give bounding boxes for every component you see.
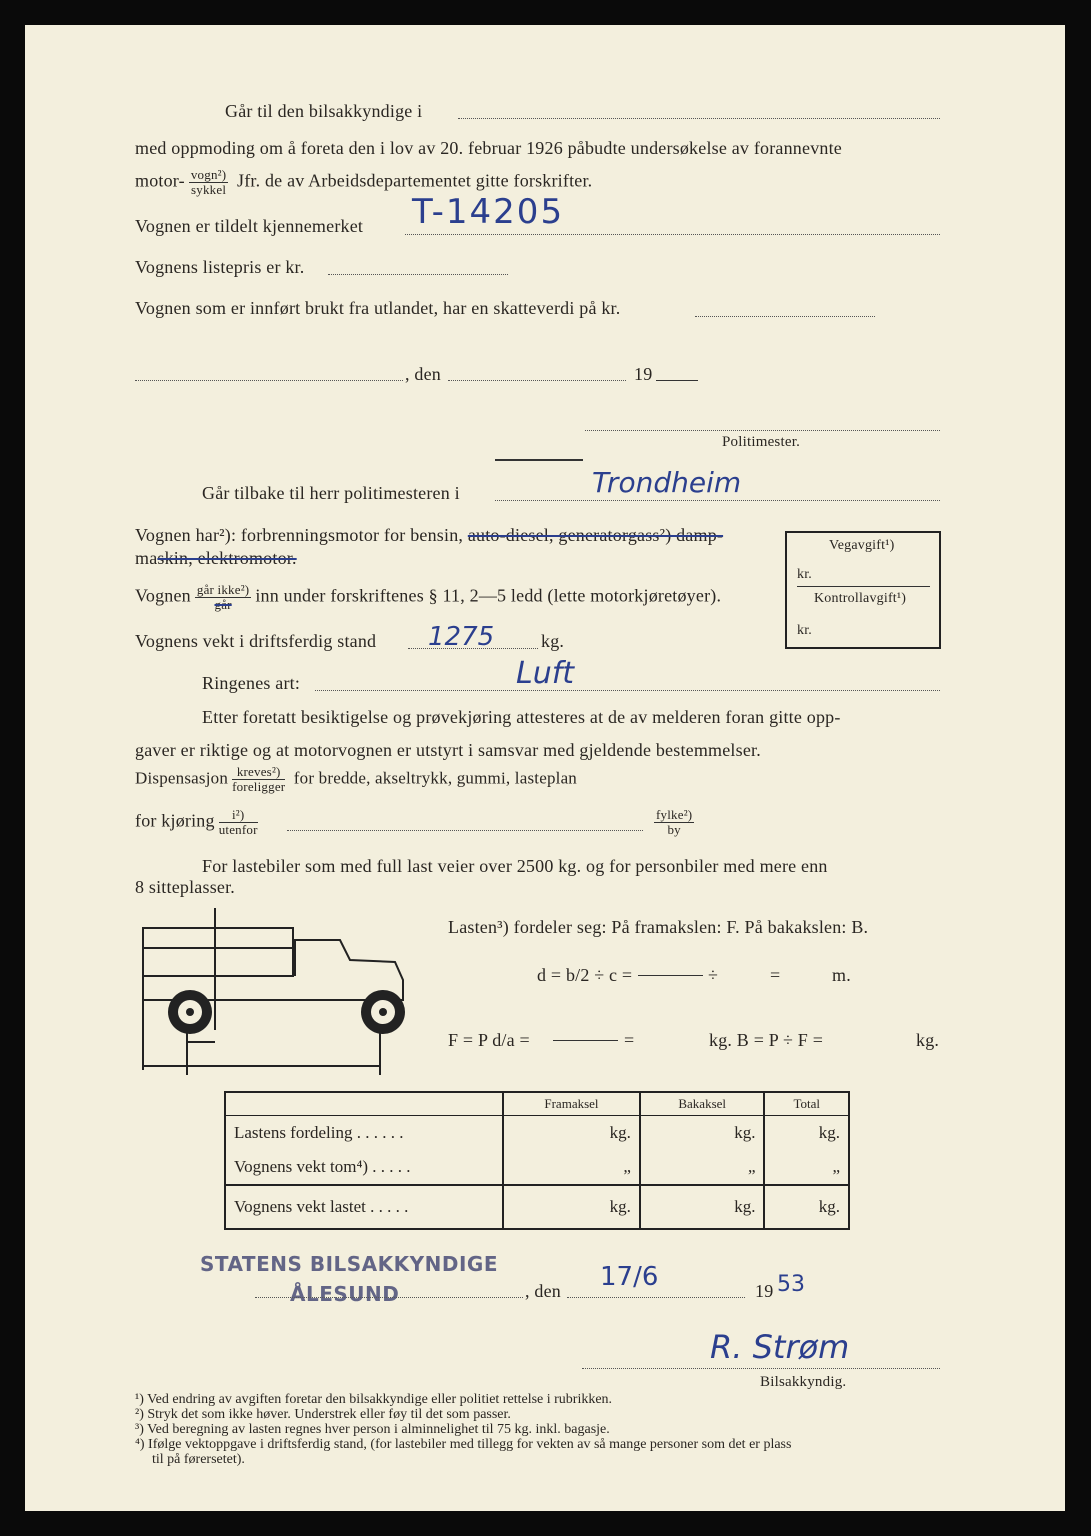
cell[interactable]: [503, 1150, 640, 1185]
gaar-den: går: [214, 597, 232, 612]
vekt-label: Vognens vekt i driftsferdig stand: [135, 631, 377, 651]
har-line2-a: ma: [135, 548, 158, 568]
cell[interactable]: [764, 1185, 849, 1229]
signature: R. Strøm: [710, 1328, 850, 1366]
col-total: Total: [764, 1092, 849, 1116]
fylke-fraction-wrap: [650, 808, 698, 837]
cell[interactable]: [640, 1150, 765, 1185]
unit: kg.: [609, 1197, 631, 1216]
unit: kg.: [609, 1123, 631, 1142]
politimester-signature-field[interactable]: [585, 430, 940, 431]
kj-num: i²): [219, 808, 258, 823]
signoff-date-value: 17/6: [600, 1262, 659, 1292]
laste-line1: For lastebiler som med full last veier over 2500 kg. og for personbiler med mere enn: [202, 856, 828, 876]
vekt-kg: kg.: [541, 631, 565, 651]
formula-f-field[interactable]: [553, 1040, 618, 1041]
fee-box: [785, 531, 941, 649]
skatteverdi-field[interactable]: [695, 316, 875, 317]
formula-f: F = P d/a =: [448, 1030, 530, 1050]
tilbake-field[interactable]: [495, 500, 940, 501]
vegavgift-kr: kr.: [797, 567, 812, 582]
disp-rest: for bredde, akseltrykk, gummi, lasteplan: [293, 768, 578, 788]
vognen-har-line1: [135, 525, 723, 546]
cell[interactable]: [503, 1185, 640, 1229]
signoff-place-field[interactable]: [255, 1297, 523, 1298]
motor-fraction: [189, 168, 228, 197]
vognen-gaar-line: [135, 583, 721, 612]
ringenes-value: Luft: [516, 656, 575, 691]
cell[interactable]: [640, 1116, 765, 1151]
kjoring-line: [135, 808, 262, 837]
footnote-1: ¹) Ved endring av avgiften foretar den bilsakkyndige eller politiet rettelse i rubrikken.: [135, 1392, 613, 1407]
disp-label: Dispensasjon: [135, 768, 229, 788]
vegavgift-label: Vegavgift¹): [829, 538, 895, 553]
listepris-label: Vognens listepris er kr.: [135, 257, 305, 277]
formula-eq2: =: [624, 1030, 635, 1050]
formula-kg: kg.: [916, 1030, 940, 1050]
truck-diagram: [135, 900, 415, 1080]
vekt-value: 1275: [428, 622, 495, 652]
listepris-field[interactable]: [328, 274, 508, 275]
motor-prefix: motor-: [135, 170, 185, 191]
vegavgift-field[interactable]: [797, 586, 930, 587]
line-oppmoding: med oppmoding om å foreta den i lov av 20. februar 1926 påbudte undersøkelse av forannevnte: [135, 138, 842, 158]
table-corner: [225, 1092, 503, 1116]
unit: „: [623, 1157, 631, 1176]
table-row: [225, 1150, 849, 1185]
cell[interactable]: [764, 1150, 849, 1185]
kjennemerke-label: Vognen er tildelt kjennemerket: [135, 216, 364, 236]
footnote-4: ⁴) Ifølge vektoppgave i driftsferdig stand, (for lastebiler med tillegg for vekten av så mange personer som det er plass: [135, 1437, 792, 1452]
footnote-2: ²) Stryk det som ikke høver. Understrek eller føy til det som passer.: [135, 1407, 511, 1422]
skatteverdi-label: Vognen som er innført brukt fra utlandet, har en skatteverdi på kr.: [135, 298, 621, 318]
place-field[interactable]: [135, 380, 403, 381]
fylke-fraction: [654, 808, 694, 837]
disp-num: kreves²): [232, 765, 285, 780]
signoff-date-field[interactable]: [567, 1297, 745, 1298]
den-label: , den: [405, 364, 441, 384]
kjoring-field[interactable]: [287, 830, 643, 831]
formula-eq: =: [770, 965, 781, 985]
disp-fraction: [232, 765, 285, 794]
vognen-label: Vognen: [135, 585, 191, 606]
unit: kg.: [818, 1197, 840, 1216]
har-struck-2: skin, elektromotor.: [157, 548, 297, 568]
kjennemerke-value: T-14205: [412, 192, 565, 232]
formula-d: d = b/2 ÷ c =: [537, 965, 633, 985]
ringenes-field[interactable]: [315, 690, 940, 691]
vognen-har-line2: [135, 548, 297, 569]
weight-table: [224, 1091, 850, 1230]
etter-line2: gaver er riktige og at motorvognen er utstyrt i samsvar med gjeldende bestemmelser.: [135, 740, 761, 760]
motor-num: vogn²): [190, 167, 227, 182]
fylke-num: fylke²): [656, 807, 693, 822]
kontrollavgift-label: Kontrollavgift¹): [814, 591, 907, 606]
kjennemerke-field[interactable]: [405, 234, 940, 235]
dispensasjon-line: [135, 765, 577, 794]
lasten-line: Lasten³) fordeler seg: På framakslen: F. På bakakslen: B.: [448, 917, 869, 937]
cell[interactable]: [764, 1116, 849, 1151]
date-field[interactable]: [448, 380, 626, 381]
unit: kg.: [818, 1123, 840, 1142]
kj-den: utenfor: [218, 822, 258, 837]
footnote-3: ³) Ved beregning av lasten regnes hver person i alminnelighet til 75 kg. inkl. bagasje.: [135, 1422, 610, 1437]
kontrollavgift-kr: kr.: [797, 623, 812, 638]
etter-line1: Etter foretatt besiktigelse og prøvekjøring attesteres at de av melderen foran gitte opp-: [202, 707, 841, 727]
stamp-line1: STATENS BILSAKKYNDIGE: [200, 1252, 498, 1276]
cell[interactable]: [503, 1116, 640, 1151]
signoff-den: , den: [525, 1281, 561, 1301]
cell[interactable]: [640, 1185, 765, 1229]
col-framaksel: Framaksel: [503, 1092, 640, 1116]
fylke-den: by: [667, 822, 681, 837]
formula-d-field[interactable]: [638, 975, 703, 976]
tilbake-label: Går tilbake til herr politimesteren i: [202, 483, 460, 503]
unit: „: [747, 1157, 756, 1176]
stamp-line2: ÅLESUND: [290, 1282, 400, 1306]
tilbake-value: Trondheim: [592, 466, 742, 499]
har-label: Vognen har²): forbrenningsmotor for bensin,: [135, 525, 468, 545]
bilsakkyndig-label: Bilsakkyndig.: [760, 1374, 847, 1390]
disp-den: foreligger: [232, 779, 286, 794]
formula-m: m.: [832, 965, 851, 985]
kjoring-fraction: [219, 808, 258, 837]
divider: [495, 459, 583, 461]
row-label: Lastens fordeling . . . . . .: [234, 1123, 404, 1142]
table-row: [225, 1185, 849, 1229]
ringenes-label: Ringenes art:: [202, 673, 301, 693]
line-bilsakkyndige: Går til den bilsakkyndige i: [225, 101, 423, 121]
gaar-rest: inn under forskriftenes § 11, 2—5 ledd (lette motorkjøretøyer).: [255, 585, 722, 606]
bilsakkyndige-field[interactable]: [458, 118, 940, 119]
year-field[interactable]: [656, 380, 698, 381]
gaar-fraction: [195, 583, 251, 612]
row-label: Vognens vekt tom⁴) . . . . .: [234, 1157, 411, 1176]
unit: kg.: [734, 1197, 756, 1216]
motor-rest: Jfr. de av Arbeidsdepartementet gitte forskrifter.: [236, 170, 593, 191]
row-label: Vognens vekt lastet . . . . .: [225, 1185, 503, 1229]
gaar-num: går ikke²): [196, 582, 250, 597]
signoff-year-prefix: 19: [755, 1281, 774, 1301]
politimester-label: Politimester.: [722, 434, 801, 450]
signature-field[interactable]: [582, 1368, 940, 1369]
col-bakaksel: Bakaksel: [640, 1092, 765, 1116]
formula-div: ÷: [708, 965, 719, 985]
year-prefix: 19: [634, 364, 653, 384]
laste-line2: 8 sitteplasser.: [135, 877, 235, 897]
front-wheel-icon: [361, 990, 405, 1034]
motor-den: sykkel: [190, 182, 227, 197]
footnote-4-cont: til på førersetet).: [152, 1452, 245, 1467]
formula-kgb: kg. B = P ÷ F =: [709, 1030, 824, 1050]
har-struck-1: auto-diesel, generatorgass²) damp-: [467, 525, 724, 545]
kjoring-label: for kjøring: [135, 810, 215, 831]
unit: „: [832, 1157, 840, 1176]
unit: kg.: [734, 1123, 756, 1142]
table-row: [225, 1116, 849, 1151]
signoff-year-value: 53: [777, 1272, 805, 1297]
rear-wheel-icon: [168, 990, 212, 1034]
